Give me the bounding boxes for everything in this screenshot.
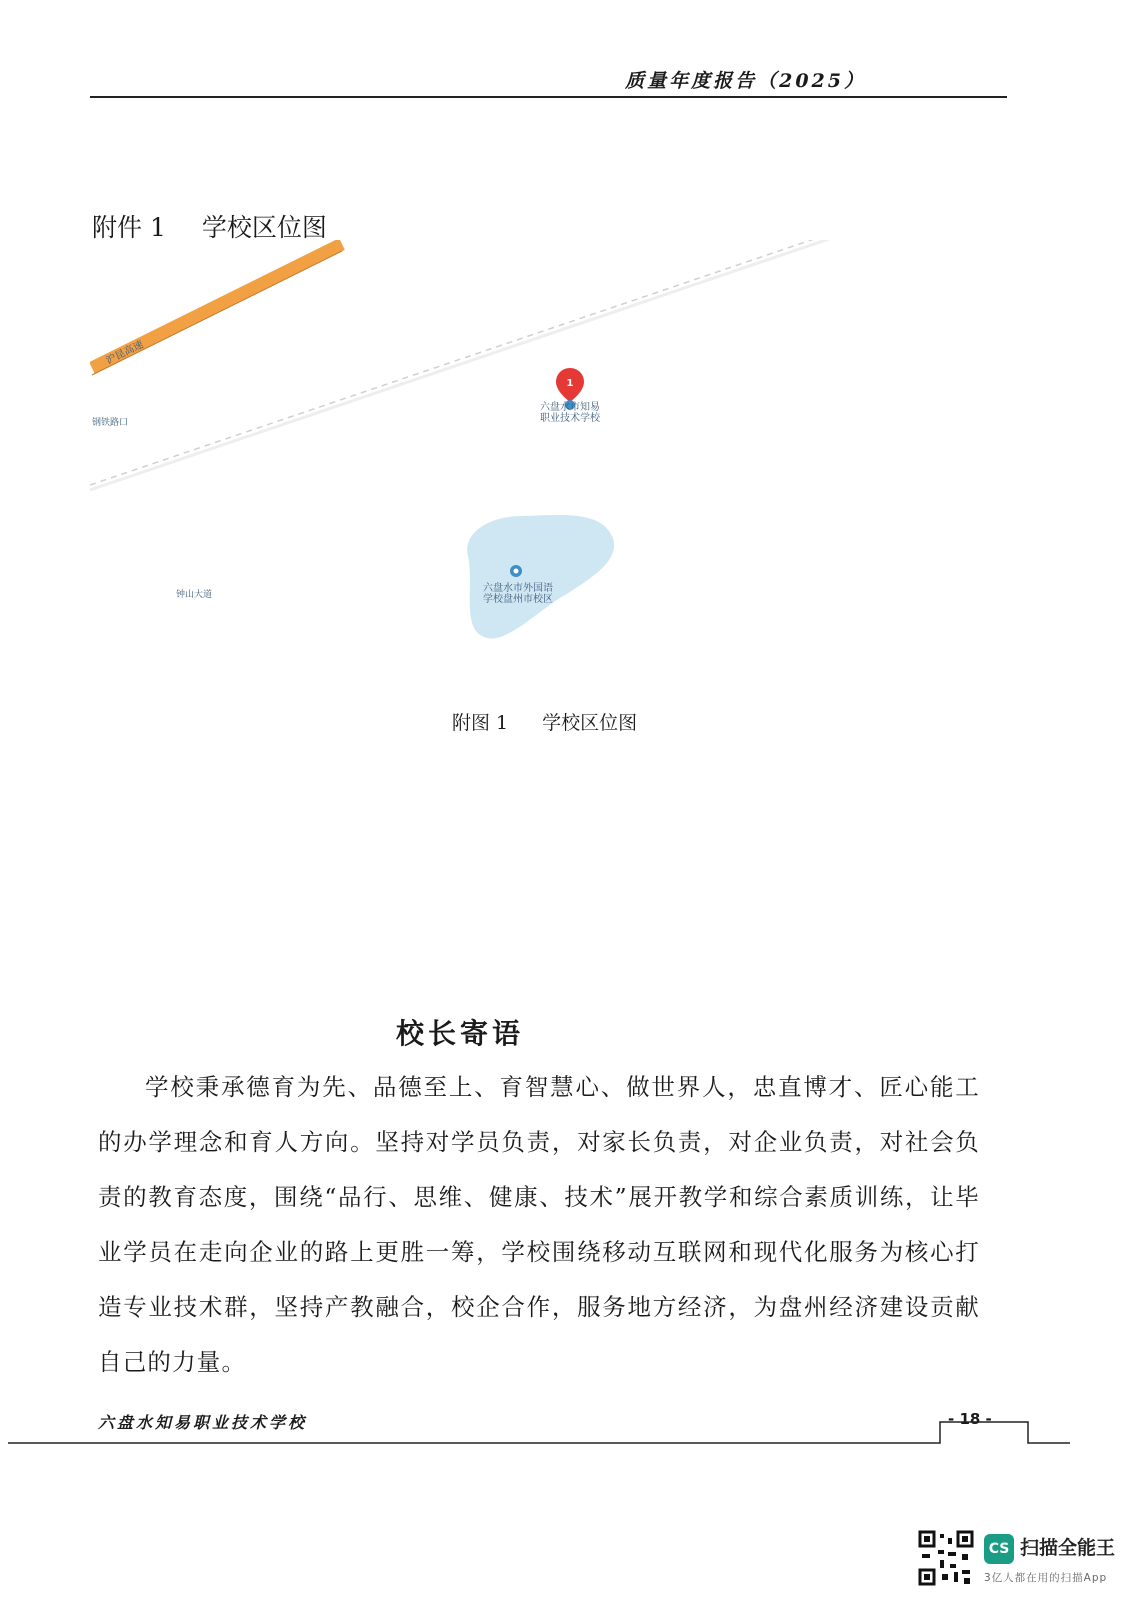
figure-caption xyxy=(452,708,637,735)
figure-name: 学校区位图 xyxy=(542,712,638,734)
highway-label: 沪昆高速 xyxy=(104,339,146,367)
campus-area xyxy=(467,515,614,639)
pin-label-line1: 六盘水市知易 xyxy=(540,402,600,413)
principal-message-body: 学校秉承德育为先、品德至上、育智慧心、做世界人，忠直博才、匠心能工的办学理念和育人方向。坚持对学员负责，对家长负责，对企业负责，对社会负责的教育态度，围绕“品行、思维、健康、技术”展开教学和综合素质训练，让毕业学员在走向企业的路上更胜一筹，学校围绕移动互联网和现代化服务为核心打造专业技术群，坚持产教融合，校企合作，服务地方经济，为盘州经济建设贡献自己的力量。 xyxy=(98,1073,980,1376)
report-header-title: 质量年度报告（2025） xyxy=(625,70,866,92)
footer-school-name: 六盘水知易职业技术学校 xyxy=(98,1413,308,1432)
qr-code-icon xyxy=(918,1530,974,1586)
campus-icon xyxy=(510,565,522,577)
attachment-number: 附件 1 xyxy=(92,213,166,242)
location-map xyxy=(90,240,870,680)
header-divider xyxy=(90,96,1007,98)
area-label-line2: 学校盘州市校区 xyxy=(483,594,553,605)
attachment-name: 学校区位图 xyxy=(201,213,327,242)
side-label-1: 钢铁路口 xyxy=(92,418,129,428)
page-number: - 18 - xyxy=(948,1410,992,1428)
area-label-line1: 六盘水市外国语 xyxy=(483,583,553,594)
camscanner-app-name: 扫描全能王 xyxy=(1020,1537,1116,1559)
footer-divider xyxy=(0,1418,1124,1458)
pin-marker-number: 1 xyxy=(566,378,574,389)
side-label-2: 钟山大道 xyxy=(176,590,213,600)
faint-road-shadow xyxy=(90,240,870,490)
principal-message-title: 校长寄语 xyxy=(395,1017,524,1050)
figure-number: 附图 1 xyxy=(452,712,509,734)
pin-label-line2: 职业技术学校 xyxy=(540,413,600,424)
attachment-title xyxy=(92,208,327,244)
camscanner-tagline: 3亿人都在用的扫描App xyxy=(984,1572,1108,1584)
camscanner-logo: CS xyxy=(984,1534,1014,1564)
faint-road xyxy=(90,240,870,485)
